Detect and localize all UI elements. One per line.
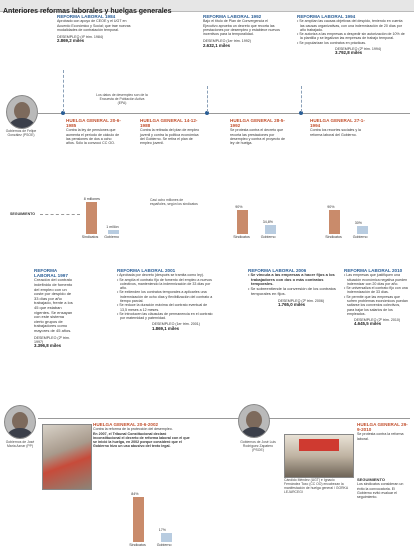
reform-bullet: • Se popularizan los contratos en prácticas.	[297, 41, 407, 45]
chart-bar-gobierno	[161, 533, 172, 542]
strike-1994	[310, 118, 372, 137]
reform-bullet: • Las empresas que justifiquen una situación económica negativa pueden indemnizar con 20 días por año.	[344, 273, 408, 286]
unemp-label: DESEMPLEO (2º trim. 1997)	[34, 335, 70, 344]
chart-bar-gobierno	[108, 230, 119, 234]
strike-2002	[93, 422, 193, 449]
chart-value-label: 30%	[354, 221, 362, 225]
chart-category-label: Sindicatos	[81, 235, 99, 239]
aznar-photo	[4, 405, 36, 439]
reform-bullet: • Se universaliza el contrato fijo con una indemnización de 33 días.	[344, 286, 408, 295]
strike-2002-photo	[42, 424, 92, 490]
unemp-value: 2.632,1 miles	[203, 42, 231, 48]
chart-category-label: Gobierno	[352, 235, 368, 239]
strike-body: Contra la retirada del plan de empleo juvenil y contra la política económica del Gobierno. Se retira el plan de empleo juvenil.	[140, 128, 200, 146]
reform-bullet: • Se permite que las empresas que sufren problemas económicos puedan saltarse los convenios colectivos, para bajar los salarios de los empleados.	[344, 295, 408, 316]
unemp-label: DESEMPLEO (1er trim. 1992)	[203, 39, 251, 44]
unemp-label: DESEMPLEO (2º trim. 2006)	[278, 299, 325, 304]
chart-strike-1985	[80, 195, 125, 240]
seguimiento-label: SEGUIMIENTO	[10, 212, 36, 216]
reform-2010	[344, 268, 408, 327]
unemp-value: 3.792,8 miles	[335, 50, 363, 56]
seguimiento-leader	[40, 214, 80, 215]
chart-strike-1992	[229, 203, 284, 240]
strike1988-note: Casi ocho millones de españoles, según los sindicatos	[150, 198, 198, 206]
page-title: Anteriores reformas laborales y huelgas generales	[3, 8, 172, 15]
chart-category-label: Sindicatos	[233, 235, 250, 239]
strike-body: Se protesta contra el decreto que recorta las prestaciones por desempleo y contra el proyecto de ley de huelga.	[230, 128, 285, 146]
reform-1994	[297, 14, 407, 56]
unemp-label: DESEMPLEO (1er trim. 2001)	[152, 322, 200, 327]
chart-bar-gobierno	[265, 225, 276, 234]
unemp-label: DESEMPLEO (2º trim. 2010)	[354, 318, 401, 323]
connector	[301, 86, 302, 112]
chart-strike-1994	[321, 203, 376, 240]
seguimiento-2010-body: Los sindicatos consideran un éxito la convocatoria. El Gobierno evitó evaluar el seguimiento.	[357, 482, 404, 500]
reform-1992	[203, 14, 281, 48]
strike-2010	[357, 422, 409, 441]
gonzalez-photo	[6, 95, 38, 129]
chart-value-label: 8 millones	[83, 197, 100, 201]
chart-value-label: 17%	[158, 527, 166, 532]
unemp-label: DESEMPLEO (2º trim. 1994)	[335, 46, 382, 51]
strike-title: HUELGA GENERAL 29-9-2010	[357, 422, 408, 433]
strike-title: HUELGA GENERAL 20-6-2002	[93, 422, 159, 427]
strike-title: HUELGA GENERAL 28-5-1992	[230, 118, 285, 129]
chart-value-label: 90%	[327, 205, 335, 209]
reform-bullet: • Se introducen las cláusulas de permanencia en el contrato por maternidad y paternidad.	[117, 312, 213, 321]
reform-title: REFORMA LABORAL 1984	[57, 14, 116, 19]
reform-2006	[248, 268, 336, 308]
timeline-1	[38, 113, 410, 114]
chart-category-label: Gobierno	[156, 543, 172, 547]
reform-title: REFORMA LABORAL 2001	[117, 268, 176, 273]
chart-bar-sindicatos	[329, 210, 340, 234]
reform-1984	[57, 14, 135, 44]
gov1-caption: Gobiernos de Felipe González (PSOE)	[5, 129, 37, 137]
reform-body: Creación del contrato indefinido de fomento del empleo con un coste por despido de 33 días por año trabajado, frente a los 45 que estaban vigentes. Se ensayan con este sistema cierto grupos de trabajadores como mayores de 45 años.	[34, 277, 73, 333]
strike-title: HUELGA GENERAL 14-12-1988	[140, 118, 198, 129]
reform-title: REFORMA LABORAL 2006	[248, 268, 307, 273]
connector	[63, 70, 64, 112]
unemp-value: 4.645,5 miles	[354, 321, 382, 327]
reform-bullet: • Se reduce la duración máxima del contrato eventual de 13,5 meses a 12 meses.	[117, 303, 213, 312]
strike-1992	[230, 118, 288, 146]
reform-bullet: • Se amplía el contrato fijo de fomento del empleo a nuevos colectivos, manteniendo la indemnización de 33 días por año.	[117, 278, 213, 291]
chart-category-label: Gobierno	[104, 235, 120, 239]
reform-bullet: • Se sobreentiende la conversión de los contratos temporales en fijos.	[248, 287, 336, 296]
strike-body: Contra los recortes sociales y la reforma laboral del Gobierno.	[310, 128, 361, 137]
chart-category-label: Gobierno	[260, 235, 276, 239]
strike-title: HUELGA GENERAL 20-6-1985	[66, 118, 121, 129]
unemp-value: 3.396,8 miles	[34, 343, 62, 349]
reform-bullet: • Se amplían las causas objetivas del despido, teniendo en cuenta las causas organizativas, con una indemnización de 20 días por año trabajado.	[297, 19, 407, 32]
strike-body: Se protesta contra la reforma laboral.	[357, 432, 404, 441]
epa-note: Los datos de desempleo son de la Encuesta de Población Activa (EPA)	[96, 93, 148, 105]
chart-category-label: Sindicatos	[129, 543, 146, 547]
unemp-value: 1.869,1 miles	[152, 325, 180, 331]
chart-bar-sindicatos	[133, 497, 144, 542]
strike-title: HUELGA GENERAL 27-1-1994	[310, 118, 365, 129]
strike-body: Contra la reforma de la protección del desempleo.	[93, 427, 173, 432]
chart-bar-sindicatos	[237, 210, 248, 234]
reform-1997	[34, 268, 74, 348]
strike-2010-photo	[284, 434, 354, 478]
reform-bullet: • Se vincula a las empresas a hacer fijos a los trabajadores con dos o más contratos temporales.	[248, 273, 336, 287]
zapatero-photo	[238, 404, 270, 438]
reform-bullet: • Se autoriza a las empresas a despedir sin autorización de 10% de la plantilla y se legalizan las empresas de trabajo temporal.	[297, 32, 407, 41]
seguimiento-2010-label: SEGUIMIENTO	[357, 477, 385, 482]
connector	[207, 86, 208, 112]
reform-title: REFORMA LABORAL 2010	[344, 268, 403, 273]
unemp-value: 2.869,2 miles	[57, 38, 85, 44]
chart-value-label: 1 millón	[106, 225, 119, 229]
strike-body: Contra la ley de pensiones que aumenta el período de cálculo de las pensiones de dos a ocho años. Sólo la convocó CC OO.	[66, 128, 120, 146]
reform-body: Bajo el título de Plan de Convergencia el Ejecutivo aprueba un decreto que recorta las prestaciones por desempleo y establece nuevos incentivos para la temporalidad.	[203, 19, 280, 37]
timeline-2	[38, 418, 410, 419]
reform-bullet: • Aprobada por decreto (después se tramita como ley).	[117, 273, 213, 277]
gov3-caption: Gobiernos de José Luis Rodríguez Zapatero (PSOE)	[240, 440, 276, 452]
strike-note: En 2007, el Tribunal Constitucional declaró inconstitucional el decreto de reforma laboral con el que se inició la huelga, en 2002 porque consideró que el Gobierno hizo un uso abusivo del texto legal.	[93, 431, 190, 449]
gov2-caption: Gobiernos de José María Aznar (PP)	[5, 440, 35, 448]
chart-value-label: 34,8%	[262, 219, 273, 224]
photo-caption-2010: Cándido Méndez (UGT) e Ignacio Fernández Toxo (CC OO) encabezan la manifestación de huelga general / GORKA LEJARCEGI	[284, 478, 348, 494]
reform-body: Aprobado con apoyo de CEOE y el UGT en Acuerdo Económico y Social; que trae nuevas modalidades de contratación temporal.	[57, 19, 131, 32]
reform-title: REFORMA LABORAL 1997	[34, 268, 68, 279]
chart-value-label: 90%	[235, 205, 243, 209]
reform-2001	[117, 268, 213, 331]
chart-strike-2002	[125, 490, 180, 548]
header-bar	[0, 0, 414, 15]
reform-title: REFORMA LABORAL 1992	[203, 14, 262, 19]
unemp-value: 1.765,0 miles	[278, 302, 306, 308]
strike-1985	[66, 118, 121, 146]
chart-value-label: 84%	[131, 492, 139, 496]
reform-title: REFORMA LABORAL 1994	[297, 14, 356, 19]
reform-bullet: • Se extienden los contratos temporales a aplicarles una indemnización de ocho días y flexibilización del contrato a tiempo parcial.	[117, 290, 213, 303]
chart-bar-sindicatos	[86, 202, 97, 234]
strike-1988	[140, 118, 202, 146]
seguimiento-2010	[357, 477, 409, 499]
chart-category-label: Sindicatos	[325, 235, 342, 239]
chart-bar-gobierno	[357, 226, 368, 234]
unemp-label: DESEMPLEO (4º trim. 1984)	[57, 35, 104, 40]
